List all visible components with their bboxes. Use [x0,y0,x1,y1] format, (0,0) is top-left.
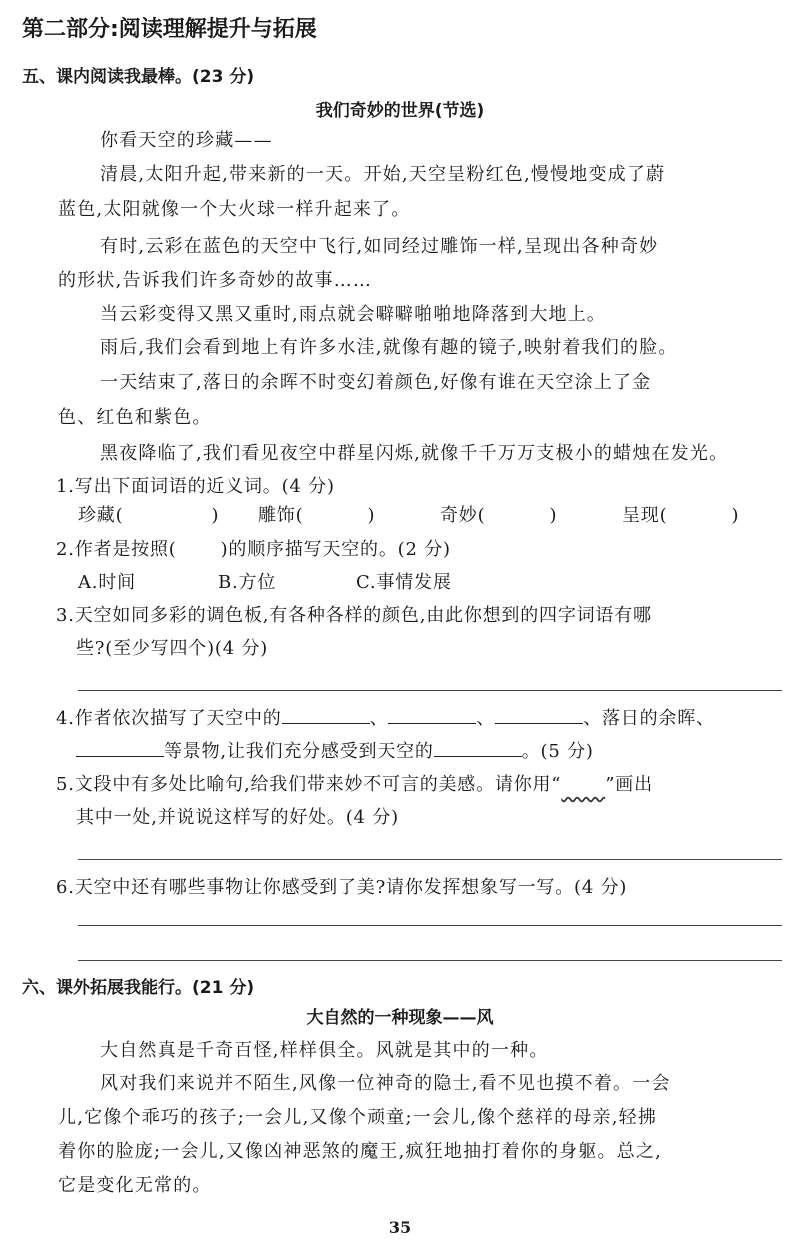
question-6-stem: 6.天空中还有哪些事物让你感受到了美?请你发挥想象写一写。(4 分) [56,877,628,898]
q1-word-3 [440,501,557,527]
passage-line: 你看天空的珍藏—— [100,130,273,151]
passage-line: 它是变化无常的。 [58,1175,212,1196]
q2-stem-b: )的顺序描写天空的。(2 分) [220,539,451,560]
q1-word-label: 呈现( [622,505,668,526]
passage-line: 黑夜降临了,我们看见夜空中群星闪烁,就像千千万万支极小的蜡烛在发光。 [100,443,729,464]
passage-line: 当云彩变得又黑又重时,雨点就会噼噼啪啪地降落到大地上。 [100,304,607,325]
q4-sep: 、 [369,708,389,729]
q1-word-label: 奇妙( [440,505,486,526]
question-4-line-2 [76,737,594,763]
answer-line[interactable] [78,690,782,691]
section6-heading: 六、课外拓展我能行。(21 分) [22,978,255,998]
answer-line[interactable] [78,859,782,860]
q2-option-c: C.事情发展 [356,572,452,593]
q2-option-a: A.时间 [78,572,136,593]
passage-line: 有时,云彩在蓝色的天空中飞行,如同经过雕饰一样,呈现出各种奇妙 [100,236,659,257]
question-5-line-2: 其中一处,并说说这样写的好处。(4 分) [76,807,399,828]
section5-passage-title: 我们奇妙的世界(节选) [315,101,485,121]
q5-text-a: 5.文段中有多处比喻句,给我们带来妙不可言的美感。请你用“ [56,774,562,795]
q1-word-4 [622,501,739,527]
q4-sep: 、 [476,708,496,729]
section6-passage-title: 大自然的一种现象——风 [306,1008,494,1028]
answer-line[interactable] [78,925,782,926]
passage-line: 蓝色,太阳就像一个大火球一样升起来了。 [58,199,411,220]
page-number: 35 [388,1218,412,1237]
passage-line: 雨后,我们会看到地上有许多水洼,就像有趣的镜子,映射着我们的脸。 [100,337,678,358]
passage-line: 一天结束了,落日的余晖不时变幻着颜色,好像有谁在天空涂上了金 [100,372,652,393]
fill-blank[interactable] [495,705,583,724]
q1-close: ) [211,505,220,526]
fill-blank[interactable] [388,705,476,724]
question-4-line-1 [56,704,715,730]
part-heading: 第二部分:阅读理解提升与拓展 [22,17,317,42]
q1-word-2 [258,501,375,527]
fill-blank[interactable] [282,705,370,724]
question-3-line-1: 3.天空如同多彩的调色板,有各种各样的颜色,由此你想到的四字词语有哪 [56,605,652,626]
q2-stem-a: 2.作者是按照( [56,539,177,560]
q1-word-label: 雕饰( [258,505,304,526]
wavy-underline-icon [561,774,605,795]
question-3-line-2: 些?(至少写四个)(4 分) [76,638,269,659]
passage-line: 清晨,太阳升起,带来新的一天。开始,天空呈粉红色,慢慢地变成了蔚 [100,164,666,185]
question-5-line-1 [56,770,653,796]
section5-heading: 五、课内阅读我最棒。(23 分) [22,67,255,87]
q4-text-a: 4.作者依次描写了天空中的 [56,708,282,729]
q1-word-1 [78,501,219,527]
q4-text-c: 等景物,让我们充分感受到天空的 [164,741,434,762]
question-2-stem [56,535,451,561]
passage-line: 儿,它像个乖巧的孩子;一会儿,又像个顽童;一会儿,像个慈祥的母亲,轻拂 [58,1107,658,1128]
answer-line[interactable] [78,960,782,961]
q1-close: ) [549,505,558,526]
passage-line: 的形状,告诉我们许多奇妙的故事…… [58,270,373,291]
fill-blank[interactable] [434,738,522,757]
passage-line: 色、红色和紫色。 [58,407,212,428]
q1-word-label: 珍藏( [78,505,124,526]
q2-option-b: B.方位 [218,572,277,593]
question-1-stem: 1.写出下面词语的近义词。(4 分) [56,476,335,497]
q5-text-b: ”画出 [605,774,653,795]
q1-close: ) [731,505,740,526]
passage-line: 风对我们来说并不陌生,风像一位神奇的隐士,看不见也摸不着。一会 [100,1073,671,1094]
passage-line: 着你的脸庞;一会儿,又像凶神恶煞的魔王,疯狂地抽打着你的身躯。总之, [58,1141,663,1162]
q4-text-d: 。(5 分) [521,741,594,762]
passage-line: 大自然真是千奇百怪,样样俱全。风就是其中的一种。 [100,1040,549,1061]
q1-close: ) [367,505,376,526]
fill-blank[interactable] [76,738,164,757]
q4-text-b: 、落日的余晖、 [583,708,715,729]
